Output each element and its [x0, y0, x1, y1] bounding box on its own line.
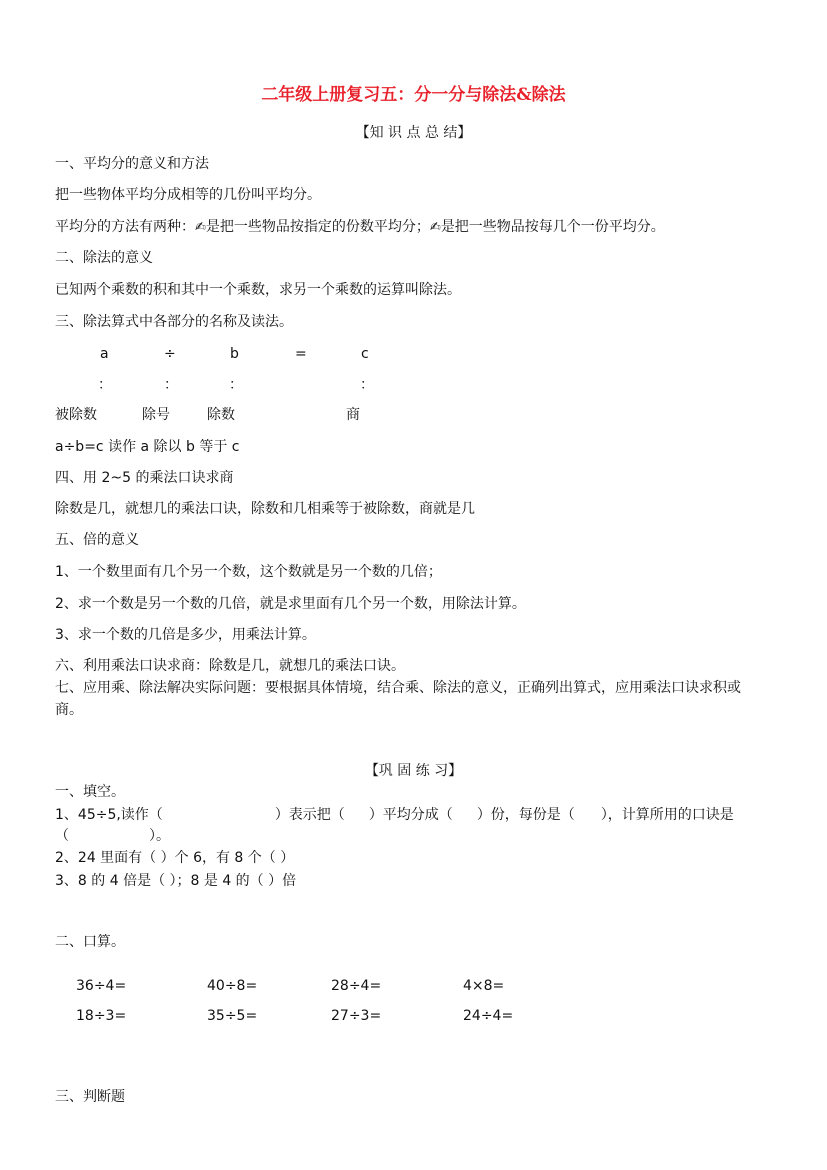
- section-1-line-1: 把一些物体平均分成相等的几份叫平均分。: [55, 187, 321, 203]
- formula-divide-sign: ÷: [164, 346, 176, 362]
- section-5-item-1: 1、一个数里面有几个另一个数，这个数就是另一个数的几倍；: [55, 564, 442, 580]
- section-5-heading: 五、倍的意义: [55, 532, 139, 548]
- question-text: ），计算所用的口诀是: [600, 807, 734, 823]
- section-2-line-1: 已知两个乘数的积和其中一个乘数，求另一个乘数的运算叫除法。: [55, 282, 461, 298]
- formula-equals: =: [295, 346, 307, 362]
- line-text: 是把一些物品按每几个一份平均分。: [440, 219, 665, 235]
- question-1-line-2: [55, 827, 170, 845]
- label-divisor: 除数: [207, 407, 235, 423]
- section-1-line-2: [55, 218, 665, 237]
- section-2-heading: 二、除法的意义: [55, 250, 153, 266]
- section-7-line-1: 七、应用乘、除法解决实际问题：要根据具体情境，结合乘、除法的意义，正确列出算式，应用乘法口诀求积或: [55, 680, 741, 696]
- question-text: ）表示把（: [274, 807, 345, 823]
- line-text: 是把一些物品按指定的份数平均分；: [205, 219, 430, 235]
- practice-heading: 【巩 固 练 习】: [364, 763, 463, 779]
- line-text: 平均分的方法有两种：: [55, 219, 195, 235]
- question-1-line-1: [55, 806, 734, 824]
- practice-2-heading: 二、口算。: [55, 934, 125, 950]
- oral-calc-item: 35÷5=: [207, 1008, 258, 1024]
- practice-3-heading: 三、判断题: [55, 1089, 125, 1105]
- label-quotient: 商: [346, 407, 360, 423]
- oral-calc-item: 4×8=: [463, 978, 505, 994]
- question-2: 2、24 里面有（ ）个 6，有 8 个（ ）: [55, 850, 295, 866]
- question-text: 1、45÷5,读作（: [55, 807, 163, 823]
- oral-calc-item: 24÷4=: [463, 1008, 514, 1024]
- oral-calc-item: 28÷4=: [331, 978, 382, 994]
- practice-1-heading: 一、填空。: [55, 784, 125, 800]
- colon-3: ：: [229, 377, 243, 393]
- colon-4: ：: [360, 377, 374, 393]
- section-1-heading: 一、平均分的意义和方法: [55, 156, 209, 172]
- pen-icon: ✍: [195, 220, 206, 235]
- section-4-heading: 四、用 2~5 的乘法口诀求商: [55, 470, 234, 486]
- formula-reading: a÷b=c 读作 a 除以 b 等于 c: [55, 439, 240, 455]
- section-5-item-2: 2、求一个数是另一个数的几倍，就是求里面有几个另一个数，用除法计算。: [55, 596, 526, 612]
- question-text: ）。: [149, 828, 170, 844]
- oral-calc-item: 36÷4=: [76, 978, 127, 994]
- colon-1: ：: [98, 377, 112, 393]
- page-title: 二年级上册复习五：分一分与除法&除法: [261, 85, 566, 105]
- formula-quotient: c: [361, 346, 369, 362]
- question-text: ）平均分成（: [368, 807, 453, 823]
- pen-icon: ✍: [429, 220, 441, 235]
- label-divide-sign: 除号: [142, 407, 170, 423]
- section-5-item-3: 3、求一个数的几倍是多少，用乘法计算。: [55, 627, 316, 643]
- question-3: 3、8 的 4 倍是（ ）；8 是 4 的（ ）倍: [55, 873, 297, 889]
- formula-divisor: b: [230, 346, 239, 362]
- colon-2: ：: [164, 377, 178, 393]
- question-text: （: [55, 828, 69, 844]
- question-text: ）份，每份是（: [476, 807, 575, 823]
- oral-calc-item: 18÷3=: [76, 1008, 127, 1024]
- section-6: 六、利用乘法口诀求商：除数是几，就想几的乘法口诀。: [55, 658, 405, 674]
- section-4-line-1: 除数是几，就想几的乘法口诀，除数和几相乘等于被除数，商就是几: [55, 501, 475, 517]
- formula-dividend: a: [100, 346, 109, 362]
- summary-heading: 【知 识 点 总 结】: [355, 125, 472, 141]
- oral-calc-item: 40÷8=: [207, 978, 258, 994]
- section-7-line-2: 商。: [55, 702, 83, 718]
- label-dividend: 被除数: [55, 407, 97, 423]
- section-3-heading: 三、除法算式中各部分的名称及读法。: [55, 314, 293, 330]
- oral-calc-item: 27÷3=: [331, 1008, 382, 1024]
